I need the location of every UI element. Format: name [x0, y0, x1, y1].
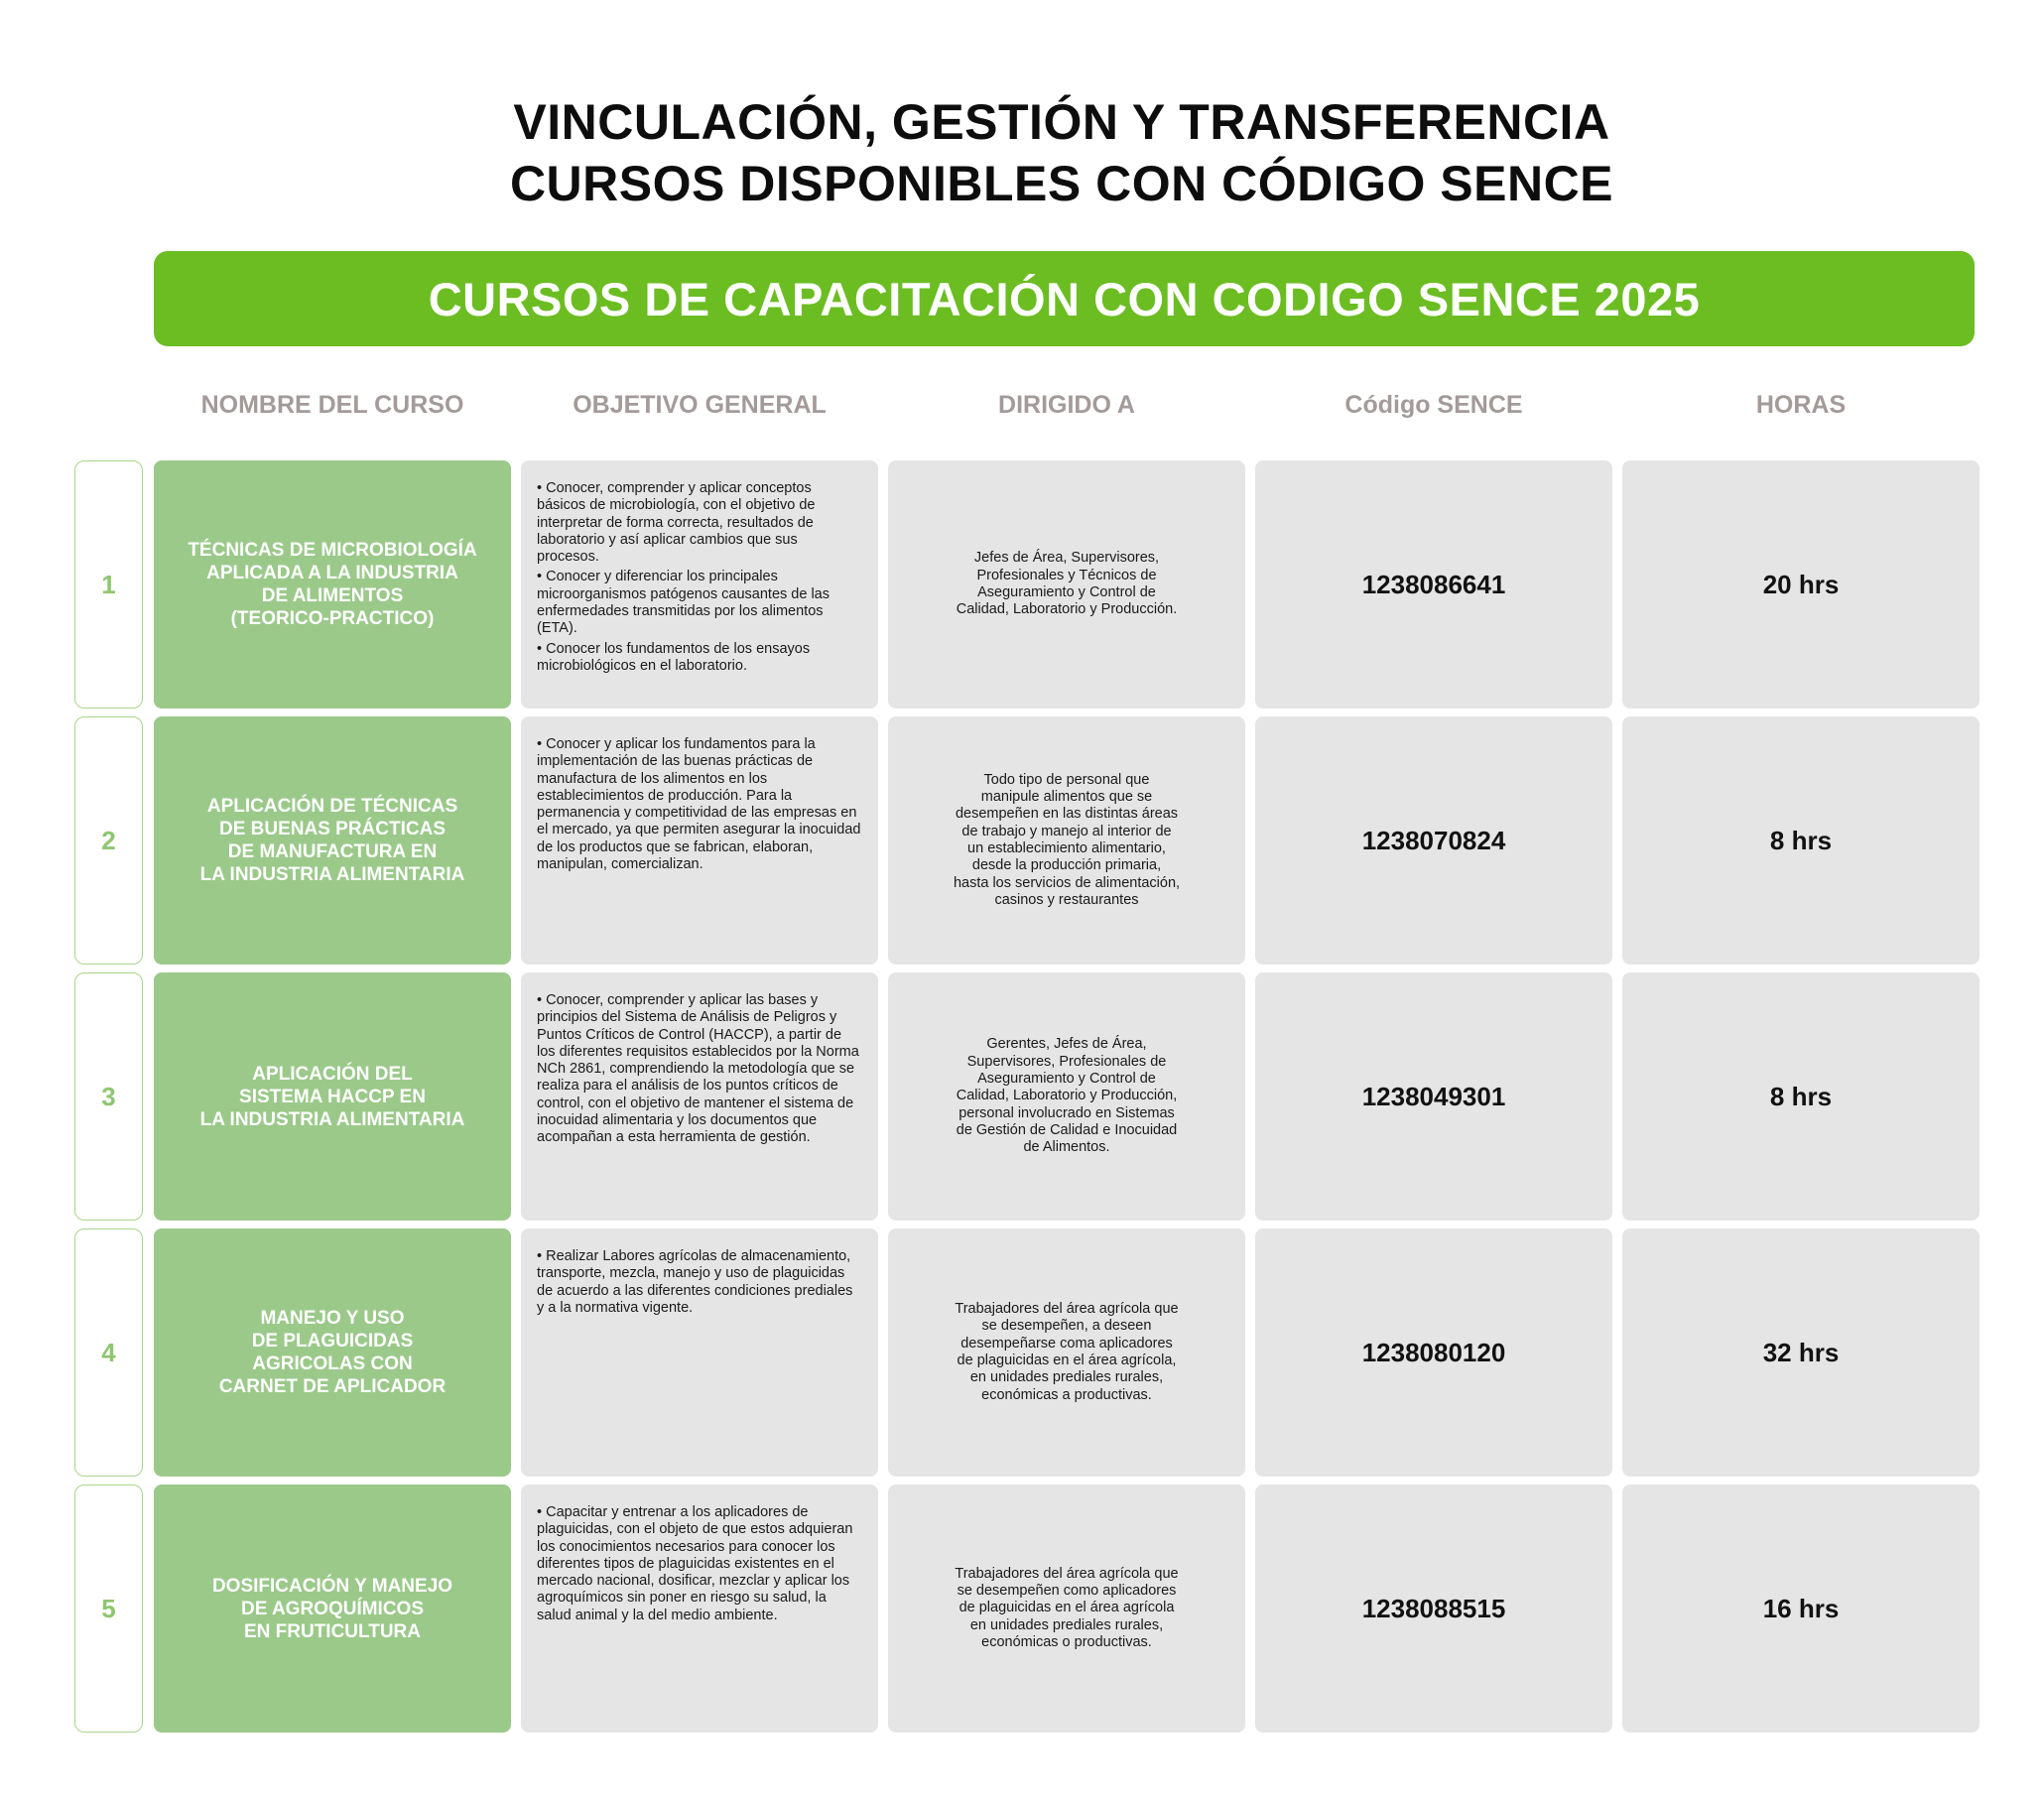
- page-title-line-2: CURSOS DISPONIBLES CON CÓDIGO SENCE: [509, 156, 1614, 211]
- section-banner: CURSOS DE CAPACITACIÓN CON CODIGO SENCE 2025: [154, 251, 1975, 346]
- row-number: 5: [74, 1484, 143, 1733]
- objective-bullet: • Conocer, comprender y aplicar las bases y principios del Sistema de Análisis de Peligros y Puntos Críticos de Control (HACCP), a partir de los diferentes requisitos establecidos por la Norma NCh 2861, comprendiendo la metodología que se realiza para el análisis de los puntos críticos de control, con el objetivo de mantener el sistema de inocuidad alimentaria y los documentos que acompañan a esta herramienta de gestión.: [537, 992, 859, 1146]
- objective-bullet: • Realizar Labores agrícolas de almacenamiento, transporte, mezcla, manejo y uso de plaguicidas de acuerdo a las diferentes condiciones prediales y a la normativa vigente.: [537, 1248, 853, 1316]
- course-hours: 8 hrs: [1622, 716, 1980, 965]
- course-hours: 20 hrs: [1622, 460, 1980, 708]
- course-objective: [521, 972, 878, 1221]
- course-sence-code: 1238049301: [1255, 972, 1612, 1221]
- page-title-line-1: VINCULACIÓN, GESTIÓN Y TRANSFERENCIA: [513, 94, 1610, 150]
- course-objective: [521, 1228, 878, 1477]
- page-title: [0, 91, 2044, 214]
- course-audience: Todo tipo de personal que manipule alimentos que se desempeñen en las distintas áreas de trabajo y manejo al interior de un establecimiento alimentario, desde la producción primaria, hasta los servicios de alimentación, casinos y restaurantes: [888, 716, 1245, 965]
- course-audience: Jefes de Área, Supervisores, Profesionales y Técnicos de Aseguramiento y Control de Calidad, Laboratorio y Producción.: [888, 460, 1245, 708]
- row-number: 3: [74, 972, 143, 1221]
- course-name: MANEJO Y USO DE PLAGUICIDAS AGRICOLAS CON CARNET DE APLICADOR: [154, 1228, 511, 1477]
- course-name: TÉCNICAS DE MICROBIOLOGÍA APLICADA A LA INDUSTRIA DE ALIMENTOS (TEORICO-PRACTICO): [154, 460, 511, 708]
- course-name: DOSIFICACIÓN Y MANEJO DE AGROQUÍMICOS EN FRUTICULTURA: [154, 1484, 511, 1733]
- course-sence-code: 1238080120: [1255, 1228, 1612, 1477]
- row-number: 1: [74, 460, 143, 708]
- course-sence-code: 1238070824: [1255, 716, 1612, 965]
- header-sence-code: Código SENCE: [1344, 391, 1523, 419]
- objective-bullet: • Conocer y aplicar los fundamentos para la implementación de las buenas prácticas de manufactura de los alimentos en los establecimientos de producción. Para la permanencia y competitividad de las empresas en el mercado, ya que permiten asegurar la inocuidad de los productos que se fabrican, elaboran, manipulan, comercializan.: [537, 736, 861, 873]
- course-audience: Gerentes, Jefes de Área, Supervisores, Profesionales de Aseguramiento y Control de Calidad, Laboratorio y Producción, personal involucrado en Sistemas de Gestión de Calidad e Inocuidad de Alimentos.: [888, 972, 1245, 1221]
- course-objective: [521, 1484, 878, 1733]
- course-audience: Trabajadores del área agrícola que se desempeñen, a deseen desempeñarse coma aplicadores de plaguicidas en el área agrícola, en unidades prediales rurales, económicas a productivas.: [888, 1228, 1245, 1477]
- course-name: APLICACIÓN DE TÉCNICAS DE BUENAS PRÁCTICAS DE MANUFACTURA EN LA INDUSTRIA ALIMENTARIA: [154, 716, 511, 965]
- objective-bullet: • Conocer, comprender y aplicar conceptos básicos de microbiología, con el objetivo de interpretar de forma correcta, resultados de laboratorio y así aplicar cambios que sus procesos.: [537, 480, 816, 566]
- course-name: APLICACIÓN DEL SISTEMA HACCP EN LA INDUSTRIA ALIMENTARIA: [154, 972, 511, 1221]
- objective-bullet: • Conocer y diferenciar los principales microorganismos patógenos causantes de las enfermedades transmitidas por los alimentos (ETA).: [537, 569, 830, 637]
- course-hours: 8 hrs: [1622, 972, 1980, 1221]
- course-audience: Trabajadores del área agrícola que se desempeñen como aplicadores de plaguicidas en el área agrícola en unidades prediales rurales, económicas o productivas.: [888, 1484, 1245, 1733]
- objective-bullet: • Conocer los fundamentos de los ensayos microbiológicos en el laboratorio.: [537, 640, 811, 674]
- course-objective: [521, 716, 878, 965]
- header-objective: OBJETIVO GENERAL: [573, 391, 827, 419]
- course-sence-code: 1238086641: [1255, 460, 1612, 708]
- header-audience: DIRIGIDO A: [998, 391, 1135, 419]
- course-hours: 32 hrs: [1622, 1228, 1980, 1477]
- course-objective: [521, 460, 878, 708]
- row-number: 4: [74, 1228, 143, 1477]
- course-hours: 16 hrs: [1622, 1484, 1980, 1733]
- row-number: 2: [74, 716, 143, 965]
- header-hours: HORAS: [1755, 391, 1847, 419]
- course-sence-code: 1238088515: [1255, 1484, 1612, 1733]
- header-course-name: NOMBRE DEL CURSO: [200, 391, 464, 419]
- objective-bullet: • Capacitar y entrenar a los aplicadores de plaguicidas, con el objeto de que estos adquieran los conocimientos necesarios para conocer los diferentes tipos de plaguicidas existentes en el mercado nacional, dosificar, mezclar y aplicar los agroquímicos sin poner en riesgo su salud, la salud animal y la del medio ambiente.: [537, 1504, 853, 1623]
